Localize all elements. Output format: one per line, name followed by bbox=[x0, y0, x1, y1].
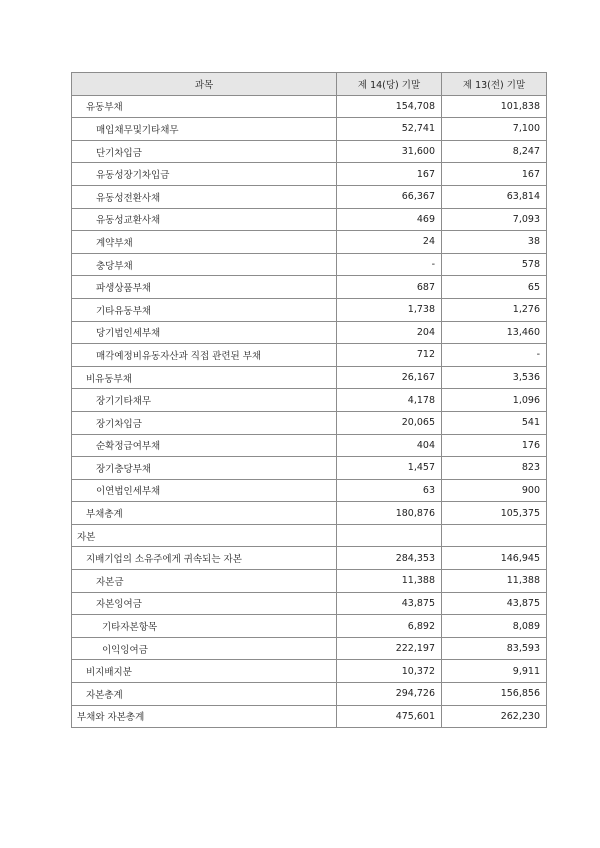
prior-period-value: 176 bbox=[442, 434, 547, 457]
row-label: 기타유동부채 bbox=[72, 298, 337, 321]
current-period-value: 6,892 bbox=[337, 615, 442, 638]
prior-period-value: 7,093 bbox=[442, 208, 547, 231]
prior-period-value: 105,375 bbox=[442, 502, 547, 525]
prior-period-value: 823 bbox=[442, 457, 547, 480]
table-row bbox=[72, 524, 547, 547]
prior-period-value: 3,536 bbox=[442, 366, 547, 389]
prior-period-value: 38 bbox=[442, 231, 547, 254]
current-period-value: 167 bbox=[337, 163, 442, 186]
prior-period-value bbox=[442, 524, 547, 547]
table-row bbox=[72, 683, 547, 706]
row-label: 자본총계 bbox=[72, 683, 337, 706]
table-row bbox=[72, 479, 547, 502]
current-period-value: 10,372 bbox=[337, 660, 442, 683]
prior-period-value: 8,247 bbox=[442, 140, 547, 163]
row-label: 자본 bbox=[72, 524, 337, 547]
row-label: 파생상품부채 bbox=[72, 276, 337, 299]
row-label: 자본잉여금 bbox=[72, 592, 337, 615]
prior-period-value: 83,593 bbox=[442, 637, 547, 660]
current-period-value: 43,875 bbox=[337, 592, 442, 615]
table-row bbox=[72, 705, 547, 728]
table-row bbox=[72, 253, 547, 276]
prior-period-value: 167 bbox=[442, 163, 547, 186]
table-row bbox=[72, 389, 547, 412]
row-label: 유동성장기차입금 bbox=[72, 163, 337, 186]
table-row bbox=[72, 660, 547, 683]
table-row bbox=[72, 140, 547, 163]
current-period-value: 204 bbox=[337, 321, 442, 344]
row-label: 유동성전환사채 bbox=[72, 185, 337, 208]
prior-period-value: 101,838 bbox=[442, 95, 547, 118]
prior-period-value: 1,276 bbox=[442, 298, 547, 321]
prior-period-value: 63,814 bbox=[442, 185, 547, 208]
table-row bbox=[72, 231, 547, 254]
row-label: 자본금 bbox=[72, 570, 337, 593]
current-period-value: 154,708 bbox=[337, 95, 442, 118]
row-label: 계약부채 bbox=[72, 231, 337, 254]
current-period-value: 63 bbox=[337, 479, 442, 502]
prior-period-value: 7,100 bbox=[442, 118, 547, 141]
table-row bbox=[72, 276, 547, 299]
row-label: 장기차입금 bbox=[72, 411, 337, 434]
table-row bbox=[72, 118, 547, 141]
current-period-value: 475,601 bbox=[337, 705, 442, 728]
prior-period-value: 1,096 bbox=[442, 389, 547, 412]
prior-period-value: 541 bbox=[442, 411, 547, 434]
current-period-value: 1,738 bbox=[337, 298, 442, 321]
row-label: 장기충당부채 bbox=[72, 457, 337, 480]
table-row bbox=[72, 637, 547, 660]
prior-period-value: 146,945 bbox=[442, 547, 547, 570]
header-current-period: 제 14(당) 기말 bbox=[337, 73, 442, 96]
table-row bbox=[72, 570, 547, 593]
header-item: 과목 bbox=[72, 73, 337, 96]
row-label: 장기기타채무 bbox=[72, 389, 337, 412]
prior-period-value: 578 bbox=[442, 253, 547, 276]
table-row bbox=[72, 592, 547, 615]
table-row bbox=[72, 457, 547, 480]
row-label: 유동성교환사채 bbox=[72, 208, 337, 231]
prior-period-value: 8,089 bbox=[442, 615, 547, 638]
current-period-value: 687 bbox=[337, 276, 442, 299]
current-period-value: 4,178 bbox=[337, 389, 442, 412]
row-label: 매각예정비유동자산과 직접 관련된 부채 bbox=[72, 344, 337, 367]
row-label: 부채총계 bbox=[72, 502, 337, 525]
prior-period-value: - bbox=[442, 344, 547, 367]
table-row bbox=[72, 366, 547, 389]
row-label: 유동부채 bbox=[72, 95, 337, 118]
current-period-value: 31,600 bbox=[337, 140, 442, 163]
table-row bbox=[72, 434, 547, 457]
prior-period-value: 156,856 bbox=[442, 683, 547, 706]
current-period-value: 52,741 bbox=[337, 118, 442, 141]
table-row bbox=[72, 321, 547, 344]
prior-period-value: 900 bbox=[442, 479, 547, 502]
table-row bbox=[72, 163, 547, 186]
row-label: 이익잉여금 bbox=[72, 637, 337, 660]
current-period-value: 712 bbox=[337, 344, 442, 367]
current-period-value: 24 bbox=[337, 231, 442, 254]
header-prior-period: 제 13(전) 기말 bbox=[442, 73, 547, 96]
current-period-value: 180,876 bbox=[337, 502, 442, 525]
prior-period-value: 65 bbox=[442, 276, 547, 299]
table-row bbox=[72, 298, 547, 321]
balance-sheet-table bbox=[71, 72, 547, 728]
row-label: 당기법인세부채 bbox=[72, 321, 337, 344]
row-label: 매입채무및기타채무 bbox=[72, 118, 337, 141]
current-period-value: 469 bbox=[337, 208, 442, 231]
prior-period-value: 262,230 bbox=[442, 705, 547, 728]
current-period-value: 222,197 bbox=[337, 637, 442, 660]
current-period-value: 11,388 bbox=[337, 570, 442, 593]
row-label: 충당부채 bbox=[72, 253, 337, 276]
table-row bbox=[72, 615, 547, 638]
current-period-value: 66,367 bbox=[337, 185, 442, 208]
table-row bbox=[72, 95, 547, 118]
current-period-value: 26,167 bbox=[337, 366, 442, 389]
current-period-value: 1,457 bbox=[337, 457, 442, 480]
prior-period-value: 13,460 bbox=[442, 321, 547, 344]
current-period-value: 294,726 bbox=[337, 683, 442, 706]
current-period-value: 404 bbox=[337, 434, 442, 457]
row-label: 순확정급여부채 bbox=[72, 434, 337, 457]
table-row bbox=[72, 502, 547, 525]
current-period-value: 20,065 bbox=[337, 411, 442, 434]
row-label: 기타자본항목 bbox=[72, 615, 337, 638]
row-label: 부채와 자본총계 bbox=[72, 705, 337, 728]
table-row bbox=[72, 411, 547, 434]
table-row bbox=[72, 344, 547, 367]
row-label: 이연법인세부채 bbox=[72, 479, 337, 502]
table-row bbox=[72, 185, 547, 208]
row-label: 비유동부채 bbox=[72, 366, 337, 389]
prior-period-value: 11,388 bbox=[442, 570, 547, 593]
prior-period-value: 9,911 bbox=[442, 660, 547, 683]
current-period-value: 284,353 bbox=[337, 547, 442, 570]
row-label: 비지배지분 bbox=[72, 660, 337, 683]
table-header-row bbox=[72, 73, 547, 96]
current-period-value bbox=[337, 524, 442, 547]
table-row bbox=[72, 547, 547, 570]
table-row bbox=[72, 208, 547, 231]
row-label: 지배기업의 소유주에게 귀속되는 자본 bbox=[72, 547, 337, 570]
row-label: 단기차입금 bbox=[72, 140, 337, 163]
current-period-value: - bbox=[337, 253, 442, 276]
prior-period-value: 43,875 bbox=[442, 592, 547, 615]
